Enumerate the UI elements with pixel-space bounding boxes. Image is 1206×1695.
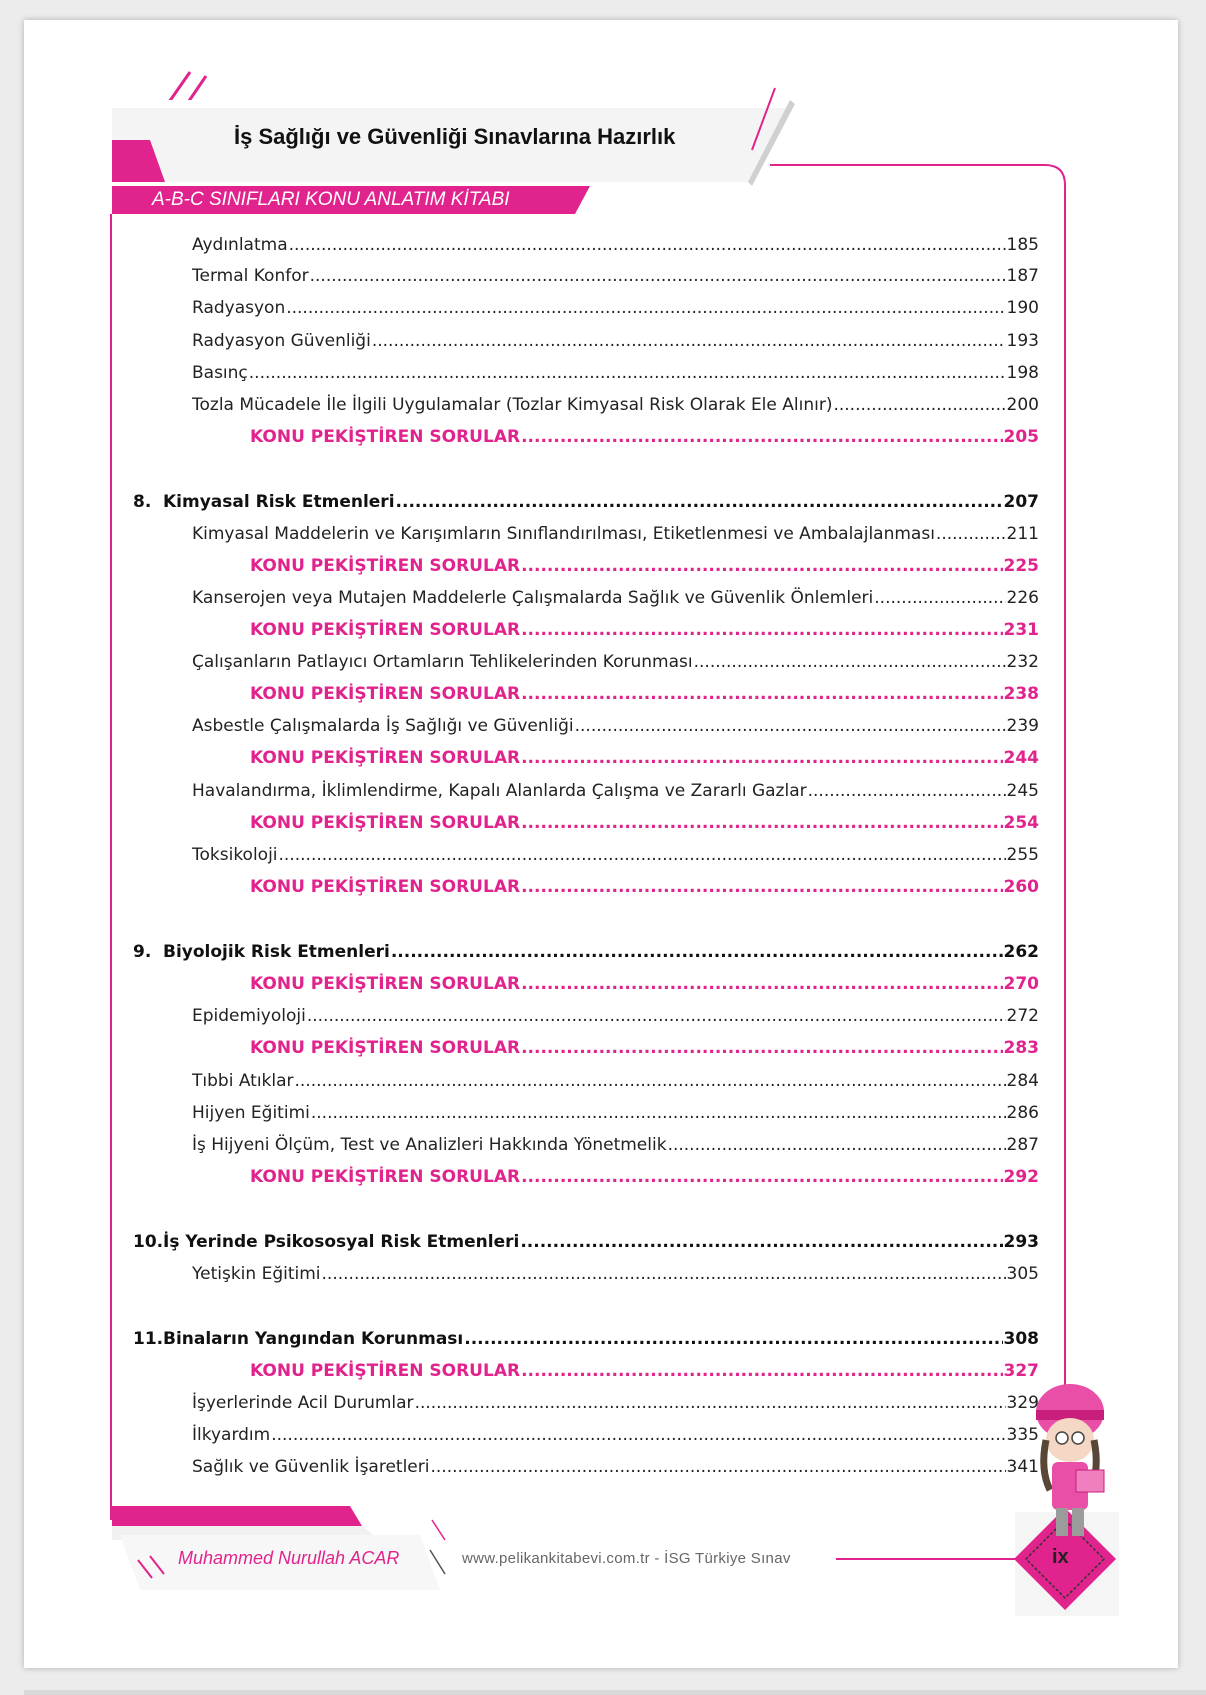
toc-page-number: 329 bbox=[1006, 1393, 1039, 1413]
toc-entry-label: Epidemiyoloji bbox=[192, 1006, 306, 1026]
book-subtitle: A-B-C SINIFLARI KONU ANLATIM KİTABI bbox=[152, 189, 510, 210]
leader-dots bbox=[249, 362, 1006, 384]
toc-review-questions-row bbox=[250, 555, 1039, 577]
toc-page-number: 327 bbox=[1003, 1361, 1039, 1381]
toc-entry-row bbox=[192, 297, 1039, 319]
toc-entry-row bbox=[192, 587, 1039, 609]
toc-page-number: 226 bbox=[1006, 588, 1039, 608]
toc-entry-row bbox=[192, 1134, 1039, 1156]
toc-entry-label: Tıbbi Atıklar bbox=[192, 1071, 294, 1091]
leader-dots bbox=[521, 619, 1002, 641]
toc-entry-row bbox=[192, 362, 1039, 384]
toc-chapter-row bbox=[133, 1231, 1039, 1253]
toc-review-questions-row bbox=[250, 812, 1039, 834]
toc-entry-row bbox=[192, 394, 1039, 416]
toc-review-questions-row bbox=[250, 619, 1039, 641]
toc-page-number: 245 bbox=[1006, 781, 1039, 801]
toc-entry-row bbox=[192, 844, 1039, 866]
leader-dots bbox=[311, 1102, 1006, 1124]
toc-page-number: 262 bbox=[1003, 942, 1039, 962]
toc-entry-row bbox=[192, 1102, 1039, 1124]
toc-page-number: 255 bbox=[1006, 845, 1039, 865]
toc-entry-label: KONU PEKİŞTİREN SORULAR bbox=[250, 974, 521, 994]
leader-dots bbox=[521, 747, 1002, 769]
toc-entry-label: Kimyasal Maddelerin ve Karışımların Sınıflandırılması, Etiketlenmesi ve Ambalajlanması bbox=[192, 524, 935, 544]
toc-page-number: 190 bbox=[1006, 298, 1039, 318]
leader-dots bbox=[415, 1392, 1006, 1414]
leader-dots bbox=[575, 715, 1006, 737]
leader-dots bbox=[521, 1360, 1002, 1382]
toc-entry-label: KONU PEKİŞTİREN SORULAR bbox=[250, 1361, 521, 1381]
toc-entry-row bbox=[192, 715, 1039, 737]
leader-dots bbox=[521, 812, 1002, 834]
toc-chapter-number: 8. bbox=[133, 492, 152, 512]
toc-page-number: 286 bbox=[1006, 1103, 1039, 1123]
leader-dots bbox=[521, 973, 1002, 995]
leader-dots bbox=[396, 491, 1003, 513]
toc-entry-label: KONU PEKİŞTİREN SORULAR bbox=[250, 620, 521, 640]
toc-review-questions-row bbox=[250, 1166, 1039, 1188]
toc-page-number: 287 bbox=[1006, 1135, 1039, 1155]
toc-entry-label: Havalandırma, İklimlendirme, Kapalı Alanlarda Çalışma ve Zararlı Gazlar bbox=[192, 781, 807, 801]
toc-entry-label: Tozla Mücadele İle İlgili Uygulamalar (Tozlar Kimyasal Risk Olarak Ele Alınır) bbox=[192, 395, 833, 415]
toc-page-number: 205 bbox=[1003, 427, 1039, 447]
leader-dots bbox=[464, 1328, 1002, 1350]
toc-page-number: 225 bbox=[1003, 556, 1039, 576]
toc-entry-label: Kimyasal Risk Etmenleri bbox=[163, 492, 395, 512]
toc-page-number: 231 bbox=[1003, 620, 1039, 640]
toc-entry-label: KONU PEKİŞTİREN SORULAR bbox=[250, 813, 521, 833]
toc-entry-row bbox=[192, 1070, 1039, 1092]
leader-dots bbox=[372, 330, 1006, 352]
toc-entry-label: KONU PEKİŞTİREN SORULAR bbox=[250, 556, 521, 576]
toc-entry-label: KONU PEKİŞTİREN SORULAR bbox=[250, 748, 521, 768]
toc-entry-label: Binaların Yangından Korunması bbox=[163, 1329, 464, 1349]
leader-dots bbox=[808, 780, 1006, 802]
toc-chapter-number: 10. bbox=[133, 1232, 164, 1252]
toc-entry-label: Toksikoloji bbox=[192, 845, 278, 865]
leader-dots bbox=[310, 265, 1006, 287]
toc-entry-row bbox=[192, 265, 1039, 287]
toc-entry-label: KONU PEKİŞTİREN SORULAR bbox=[250, 1038, 521, 1058]
toc-review-questions-row bbox=[250, 1360, 1039, 1382]
toc-entry-label: Hijyen Eğitimi bbox=[192, 1103, 310, 1123]
toc-chapter-row bbox=[133, 941, 1039, 963]
toc-page-number: 211 bbox=[1006, 524, 1039, 544]
toc-entry-row bbox=[192, 1424, 1039, 1446]
toc-entry-label: KONU PEKİŞTİREN SORULAR bbox=[250, 684, 521, 704]
toc-entry-label: Kanserojen veya Mutajen Maddelerle Çalışmalarda Sağlık ve Güvenlik Önlemleri bbox=[192, 588, 874, 608]
toc-entry-label: Basınç bbox=[192, 363, 248, 383]
toc-entry-label: KONU PEKİŞTİREN SORULAR bbox=[250, 877, 521, 897]
page-number: ix bbox=[1052, 1546, 1069, 1568]
leader-dots bbox=[521, 876, 1002, 898]
leader-dots bbox=[279, 844, 1006, 866]
book-title: İş Sağlığı ve Güvenliği Sınavlarına Hazırlık bbox=[234, 124, 676, 149]
toc-entry-label: Sağlık ve Güvenlik İşaretleri bbox=[192, 1457, 430, 1477]
toc-entry-label: Radyasyon Güvenliği bbox=[192, 331, 371, 351]
leader-dots bbox=[521, 1037, 1002, 1059]
toc-page-number: 239 bbox=[1006, 716, 1039, 736]
toc-entry-label: İşyerlerinde Acil Durumlar bbox=[192, 1393, 414, 1413]
leader-dots bbox=[307, 1005, 1006, 1027]
leader-dots bbox=[874, 587, 1005, 609]
toc-entry-row bbox=[192, 1456, 1039, 1478]
leader-dots bbox=[295, 1070, 1006, 1092]
toc-entry-row bbox=[192, 523, 1039, 545]
toc-page-number: 232 bbox=[1006, 652, 1039, 672]
toc-entry-row bbox=[192, 780, 1039, 802]
toc-review-questions-row bbox=[250, 747, 1039, 769]
toc-entry-label: Asbestle Çalışmalarda İş Sağlığı ve Güvenliği bbox=[192, 716, 574, 736]
toc-review-questions-row bbox=[250, 1037, 1039, 1059]
leader-dots bbox=[322, 1263, 1006, 1285]
toc-review-questions-row bbox=[250, 683, 1039, 705]
toc-page-number: 200 bbox=[1006, 395, 1039, 415]
toc-entry-label: Termal Konfor bbox=[192, 266, 309, 286]
toc-chapter-row bbox=[133, 491, 1039, 513]
toc-page-number: 193 bbox=[1006, 331, 1039, 351]
toc-review-questions-row bbox=[250, 426, 1039, 448]
toc-page-number: 254 bbox=[1003, 813, 1039, 833]
leader-dots bbox=[289, 234, 1006, 256]
leader-dots bbox=[521, 426, 1002, 448]
toc-page-number: 238 bbox=[1003, 684, 1039, 704]
toc-page-number: 292 bbox=[1003, 1167, 1039, 1187]
toc-entry-label: İş Hijyeni Ölçüm, Test ve Analizleri Hakkında Yönetmelik bbox=[192, 1135, 667, 1155]
toc-entry-row bbox=[192, 330, 1039, 352]
toc-review-questions-row bbox=[250, 973, 1039, 995]
toc-page-number: 305 bbox=[1006, 1264, 1039, 1284]
toc-entry-row bbox=[192, 234, 1039, 256]
toc-entry-row bbox=[192, 1263, 1039, 1285]
leader-dots bbox=[286, 297, 1005, 319]
toc-page-number: 270 bbox=[1003, 974, 1039, 994]
toc-page-number: 293 bbox=[1003, 1232, 1039, 1252]
toc-chapter-number: 9. bbox=[133, 942, 152, 962]
toc-page-number: 207 bbox=[1003, 492, 1039, 512]
toc-page-number: 284 bbox=[1006, 1071, 1039, 1091]
toc-chapter-number: 11. bbox=[133, 1329, 164, 1349]
leader-dots bbox=[668, 1134, 1006, 1156]
toc-page-number: 187 bbox=[1006, 266, 1039, 286]
leader-dots bbox=[694, 651, 1006, 673]
toc-page-number: 283 bbox=[1003, 1038, 1039, 1058]
toc-page-number: 308 bbox=[1003, 1329, 1039, 1349]
toc-page-number: 272 bbox=[1006, 1006, 1039, 1026]
toc-page-number: 335 bbox=[1006, 1425, 1039, 1445]
toc-entry-row bbox=[192, 1005, 1039, 1027]
toc-page-number: 244 bbox=[1003, 748, 1039, 768]
toc-page-number: 341 bbox=[1006, 1457, 1039, 1477]
toc-page-number: 198 bbox=[1006, 363, 1039, 383]
leader-dots bbox=[391, 941, 1003, 963]
toc-entry-label: Aydınlatma bbox=[192, 235, 288, 255]
toc-entry-label: KONU PEKİŞTİREN SORULAR bbox=[250, 427, 521, 447]
toc-chapter-row bbox=[133, 1328, 1039, 1350]
toc-entry-label: İş Yerinde Psikososyal Risk Etmenleri bbox=[163, 1232, 520, 1252]
leader-dots bbox=[430, 1456, 1005, 1478]
leader-dots bbox=[521, 555, 1002, 577]
toc-page-number: 185 bbox=[1006, 235, 1039, 255]
toc-review-questions-row bbox=[250, 876, 1039, 898]
toc-entry-label: Çalışanların Patlayıcı Ortamların Tehlikelerinden Korunması bbox=[192, 652, 693, 672]
toc-entry-label: Radyasyon bbox=[192, 298, 286, 318]
toc-entry-label: Biyolojik Risk Etmenleri bbox=[163, 942, 390, 962]
toc-entry-label: Yetişkin Eğitimi bbox=[192, 1264, 321, 1284]
toc-entry-label: İlkyardım bbox=[192, 1425, 271, 1445]
toc-entry-row bbox=[192, 1392, 1039, 1414]
leader-dots bbox=[271, 1424, 1005, 1446]
leader-dots bbox=[521, 1166, 1002, 1188]
author-name: Muhammed Nurullah ACAR bbox=[178, 1548, 400, 1568]
toc-page-number: 260 bbox=[1003, 877, 1039, 897]
toc-entry-row bbox=[192, 651, 1039, 673]
leader-dots bbox=[520, 1231, 1002, 1253]
leader-dots bbox=[936, 523, 1006, 545]
leader-dots bbox=[521, 683, 1002, 705]
toc-entry-label: KONU PEKİŞTİREN SORULAR bbox=[250, 1167, 521, 1187]
leader-dots bbox=[833, 394, 1005, 416]
publisher-url: www.pelikankitabevi.com.tr - İSG Türkiye Sınav bbox=[462, 1550, 791, 1567]
